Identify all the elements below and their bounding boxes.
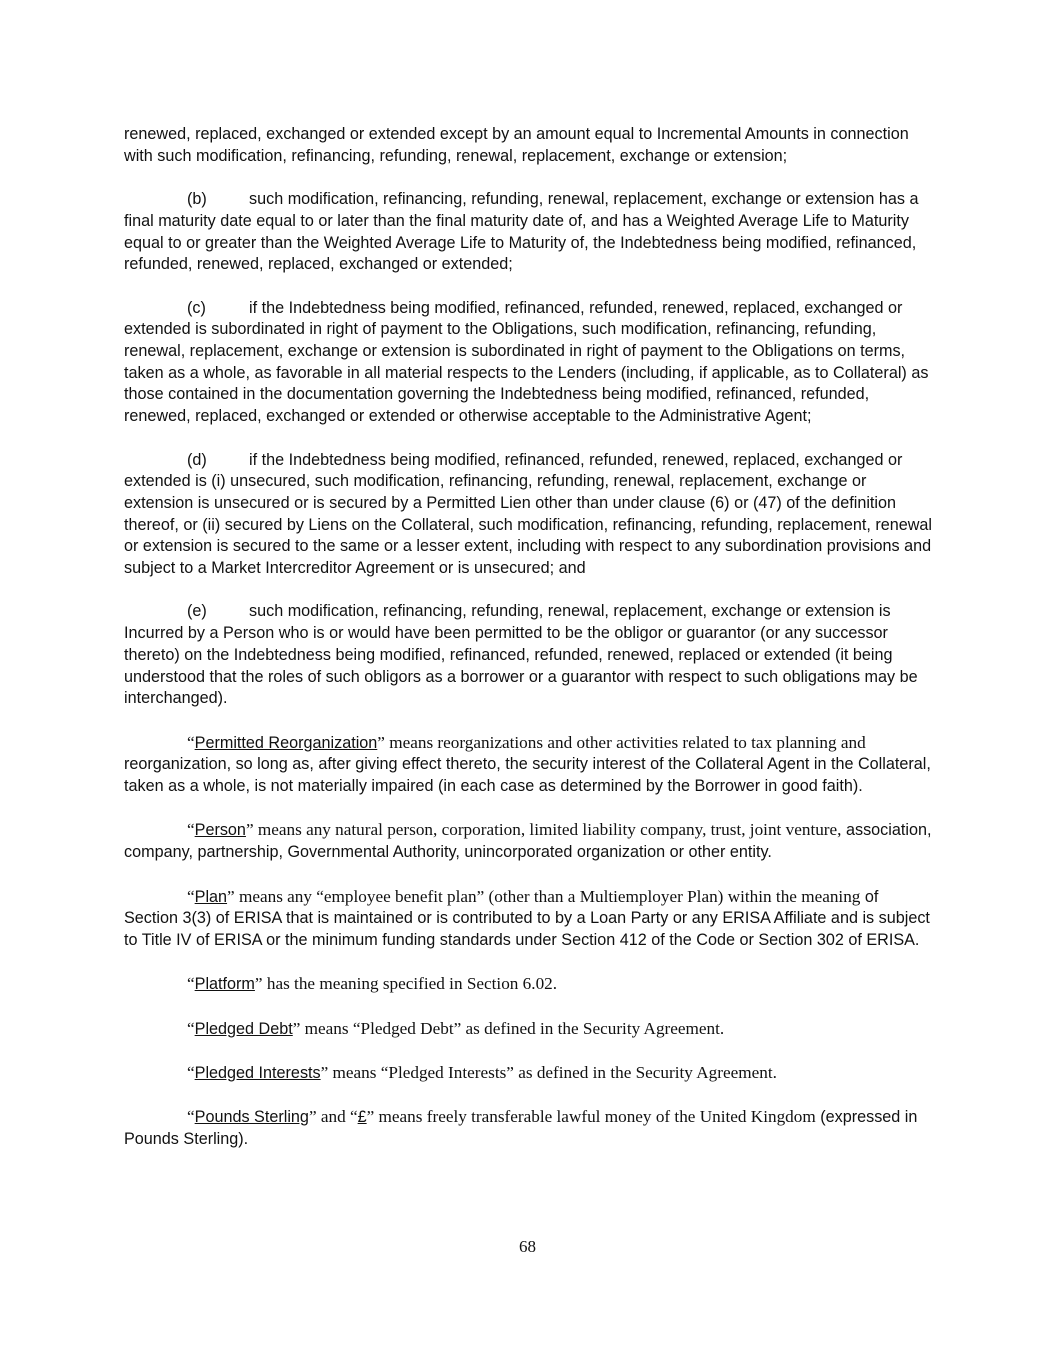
definition-pounds-sterling bbox=[124, 1106, 934, 1150]
defined-term: Plan bbox=[194, 887, 228, 906]
defined-term: Pledged Debt bbox=[194, 1019, 293, 1038]
definition-pledged-debt bbox=[124, 1018, 934, 1041]
definition-lead: ” means freely transferable lawful money of the United Kingdom bbox=[366, 1107, 816, 1127]
clause-e bbox=[124, 601, 934, 710]
page-number: 68 bbox=[519, 1237, 536, 1256]
defined-term: Pledged Interests bbox=[194, 1064, 321, 1083]
defined-term: Person bbox=[194, 821, 246, 840]
clause-text: if the Indebtedness being modified, refinanced, refunded, renewed, replaced, exchanged or extended is subordinated in right of payment to the Obligations, such modification, refinancing, refunding, renewal, replacement, exchange or extension is subordinated in right of payment to the Obligations on terms, taken as a whole, as favorable in all material respects to the Lenders (including, if applicable, as to Collateral) as those contained in the documentation governing the Indebtedness being modified, refinanced, refunded, renewed, replaced, exchanged or extended or otherwise acceptable to the Administrative Agent; bbox=[124, 298, 929, 426]
defined-symbol: £ bbox=[357, 1108, 367, 1127]
continuation-paragraph: renewed, replaced, exchanged or extended except by an amount equal to Incremental Amounts in connection with such modification, refinancing, refunding, renewal, replacement, exchange or extension; bbox=[124, 125, 909, 165]
clause-label: (c) bbox=[187, 298, 206, 317]
definition-platform bbox=[124, 973, 934, 996]
clause-b bbox=[124, 189, 934, 276]
definition-lead: ” means any “employee benefit plan” (other than a Multiemployer Plan) within the meaning bbox=[227, 886, 861, 906]
defined-term: Platform bbox=[194, 975, 255, 994]
open-quote: “ bbox=[187, 1018, 195, 1038]
clause-label: (d) bbox=[187, 450, 207, 469]
definition-rest: (expressed in Pounds Sterling). bbox=[124, 1108, 918, 1149]
definition-lead: ” means reorganizations and other activities related to tax planning and bbox=[377, 732, 866, 752]
definition-rest: of Section 3(3) of ERISA that is maintained or is contributed to by a Loan Party or any ERISA Affiliate and is subject to Title IV of ERISA or the minimum funding standards under Section 412 of the Code or Section 302 of ERISA. bbox=[124, 887, 930, 949]
definition-lead: ” has the meaning specified in Section 6.02. bbox=[254, 974, 558, 994]
clause-label: (b) bbox=[187, 190, 207, 209]
definition-pledged-interests bbox=[124, 1062, 934, 1085]
document-body bbox=[124, 124, 934, 1173]
definition-rest: association, company, partnership, Governmental Authority, unincorporated organization or other entity. bbox=[124, 821, 932, 862]
definition-person bbox=[124, 819, 934, 863]
clause-text: such modification, refinancing, refunding, renewal, replacement, exchange or extension is Incurred by a Person who is or would have been permitted to be the obligor or guarantor (or any successor thereto) on the Indebtedness being modified, refinanced, refunded, renewed, replaced or extended (it being understood that the roles of such obligors as a borrower or a guarantor with respect to such obligations may be interchanged). bbox=[124, 602, 918, 708]
clause-c bbox=[124, 298, 934, 428]
definition-plan bbox=[124, 886, 934, 952]
open-quote: “ bbox=[187, 732, 195, 752]
definition-connector: ” and “ bbox=[308, 1107, 358, 1127]
defined-term: Permitted Reorganization bbox=[194, 733, 378, 752]
clause-label: (e) bbox=[187, 602, 207, 621]
open-quote: “ bbox=[187, 886, 195, 906]
definition-lead: ” means “Pledged Interests” as defined in the Security Agreement. bbox=[320, 1063, 777, 1083]
definition-lead: ” means “Pledged Debt” as defined in the Security Agreement. bbox=[292, 1018, 725, 1038]
definition-rest: reorganization, so long as, after giving effect thereto, the security interest of the Collateral Agent in the Collateral, taken as a whole, is not materially impaired (in each case as determined by the Borrower in good faith). bbox=[124, 755, 931, 796]
open-quote: “ bbox=[187, 820, 195, 840]
open-quote: “ bbox=[187, 974, 195, 994]
defined-term: Pounds Sterling bbox=[194, 1108, 309, 1127]
open-quote: “ bbox=[187, 1107, 195, 1127]
clause-text: if the Indebtedness being modified, refinanced, refunded, renewed, replaced, exchanged or extended is (i) unsecured, such modification, refinancing, refunding, renewal, replacement, exchange or extension is unsecured or is secured by a Permitted Lien other than under clause (6) or (47) of the definition thereof, or (ii) secured by Liens on the Collateral, such modification, refinancing, refunding, replacement, renewal or extension is secured to the same or a lesser extent, including with respect to any subordination provisions and subject to a Market Intercreditor Agreement or is unsecured; and bbox=[124, 450, 933, 578]
definition-lead: ” means any natural person, corporation, limited liability company, trust, joint venture, bbox=[245, 820, 842, 840]
clause-text: such modification, refinancing, refunding, renewal, replacement, exchange or extension has a final maturity date equal to or later than the final maturity date of, and has a Weighted Average Life to Maturity equal to or greater than the Weighted Average Life to Maturity of, the Indebtedness being modified, refinanced, refunded, renewed, replaced, exchanged or extended; bbox=[124, 190, 919, 274]
open-quote: “ bbox=[187, 1063, 195, 1083]
definition-permitted-reorganization bbox=[124, 732, 934, 798]
clause-d bbox=[124, 450, 934, 580]
